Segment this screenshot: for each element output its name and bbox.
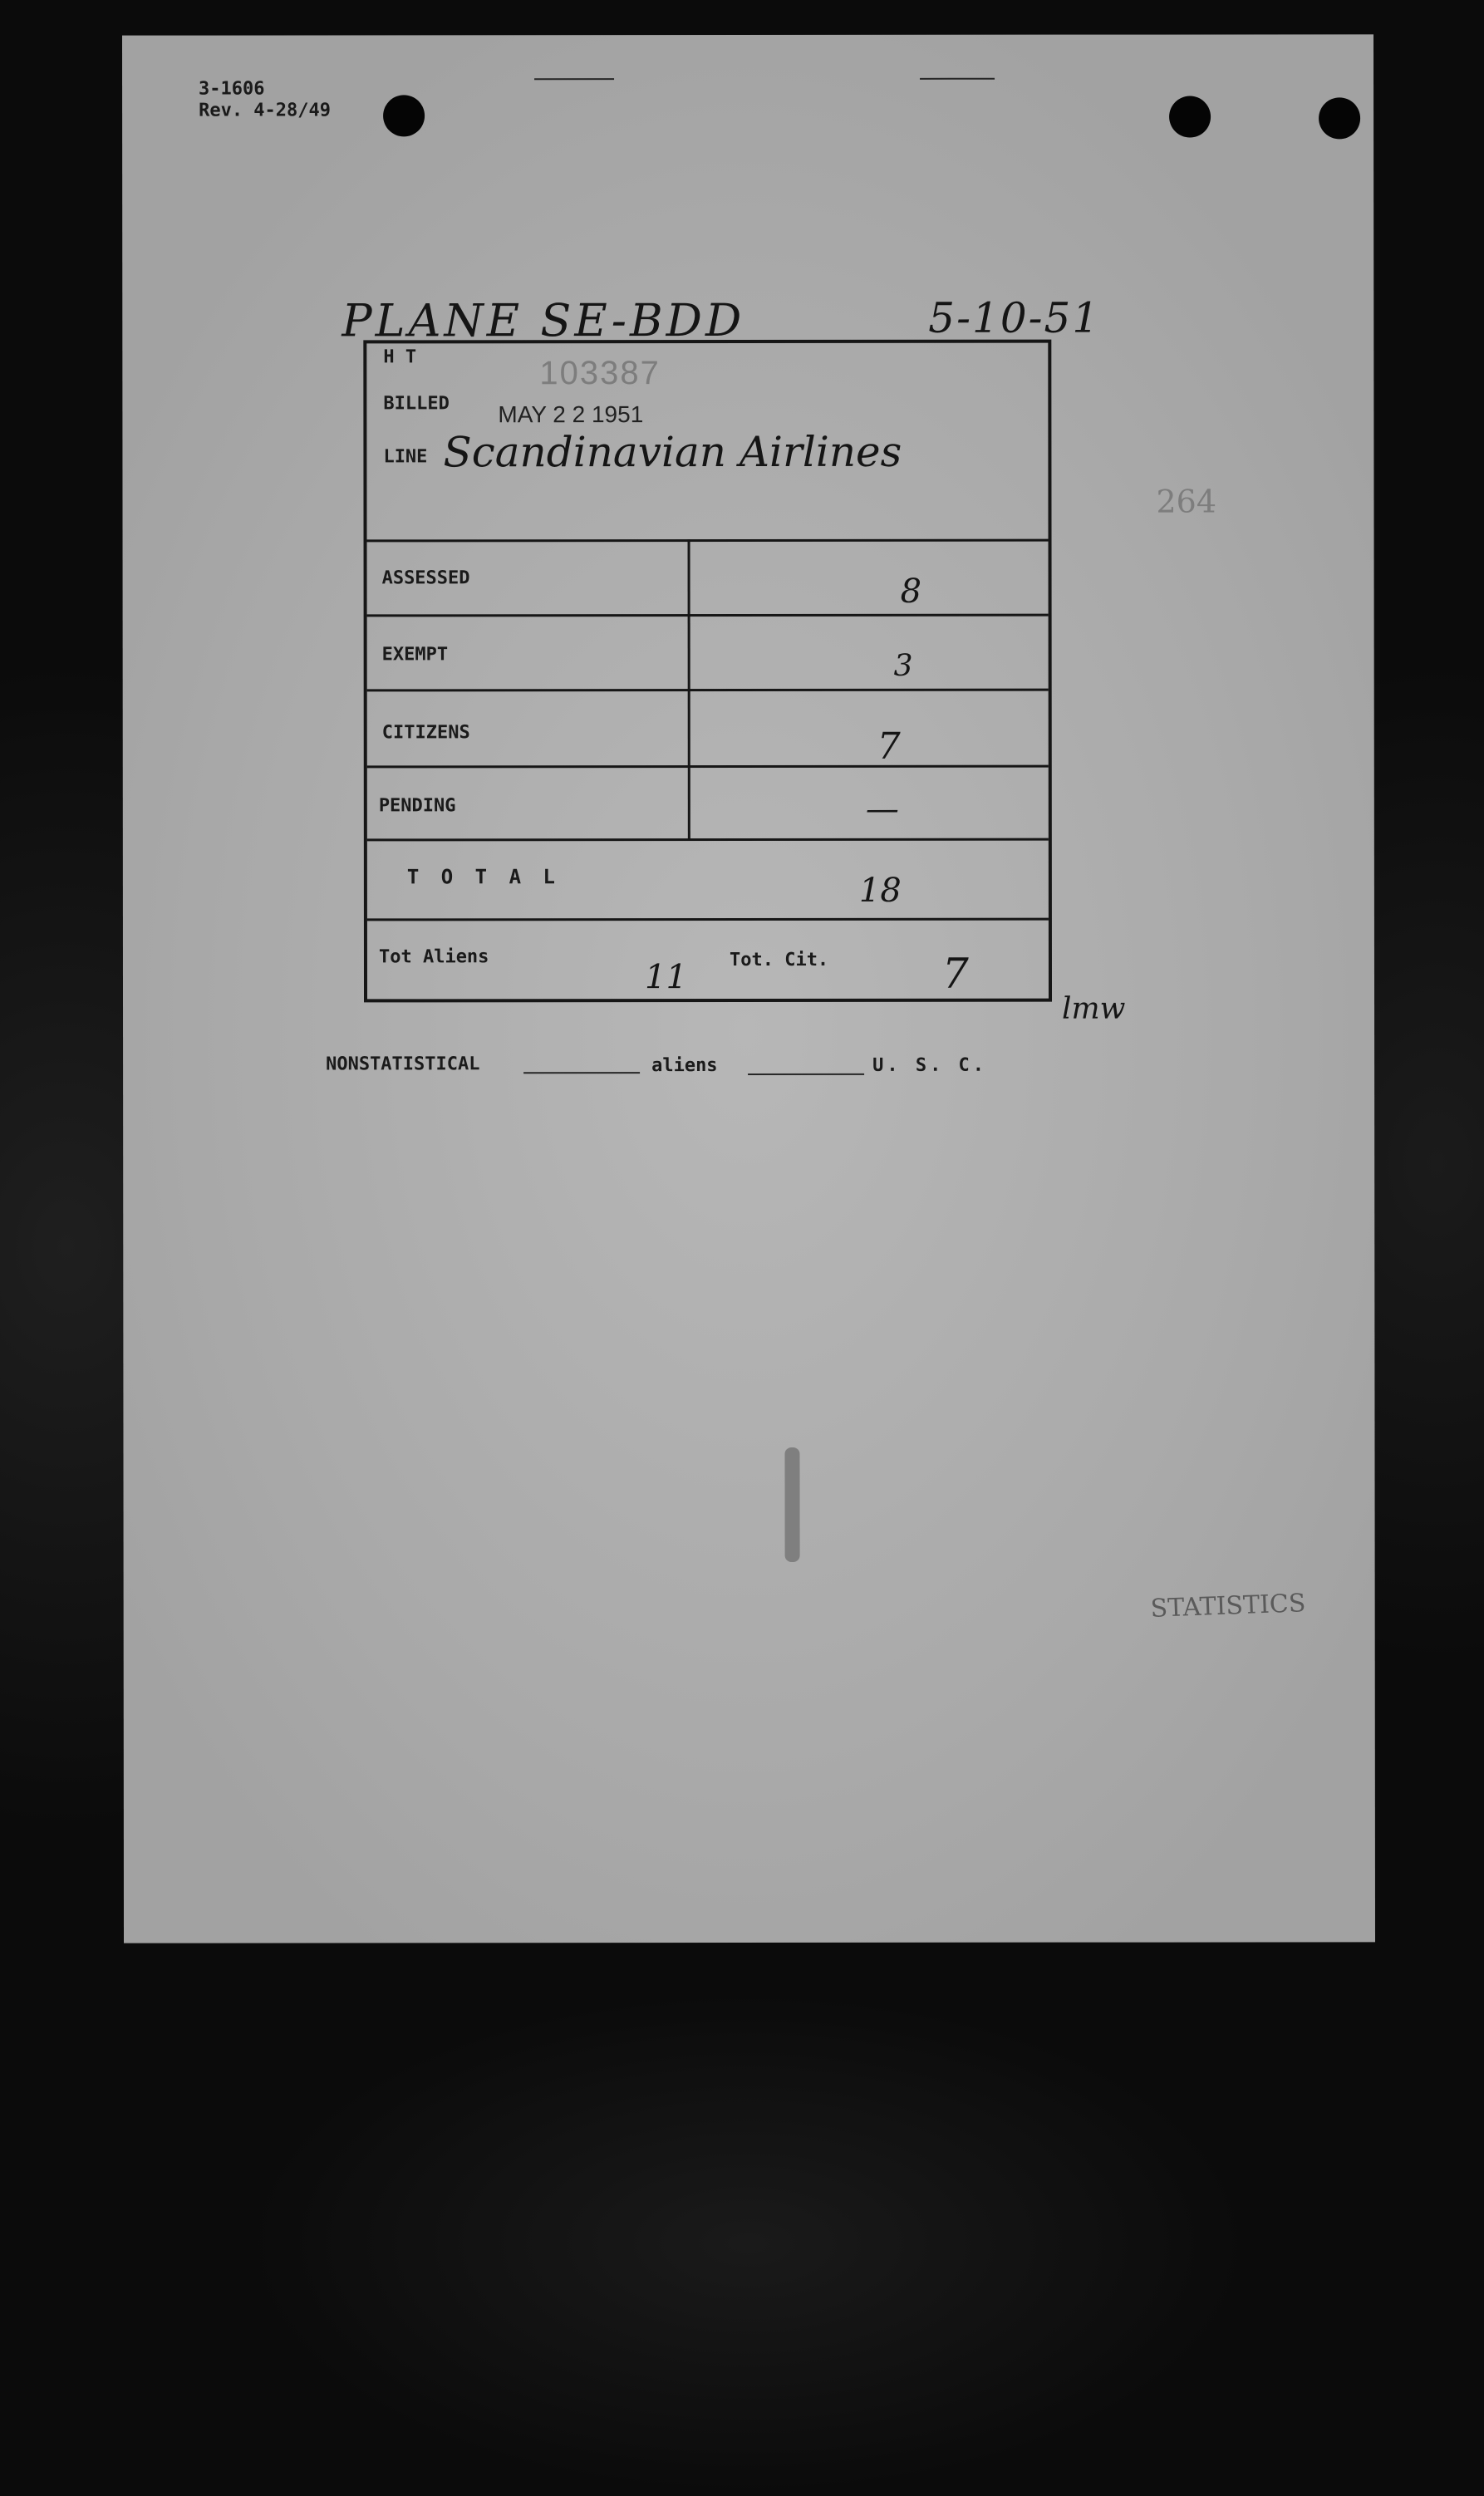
punch-hole-left: [383, 95, 425, 136]
initials-handwritten: lmw: [1062, 991, 1126, 1026]
usc-label: U. S. C.: [872, 1054, 988, 1076]
plane-handwritten: PLANE SE-BDD: [342, 294, 745, 347]
top-tick-2: [920, 78, 995, 80]
rule-row-3: [367, 765, 1049, 769]
ink-smudge: [784, 1447, 799, 1562]
row-label-assessed: ASSESSED: [381, 567, 470, 589]
row-value-assessed: 8: [900, 572, 922, 611]
nonstatistical-label: NONSTATISTICAL: [326, 1054, 480, 1075]
airline-handwritten: Scandinavian Airlines: [443, 427, 902, 477]
rule-row-2: [367, 689, 1049, 692]
form-revision: Rev. 4-28/49: [199, 100, 332, 121]
total-label: T O T A L: [406, 865, 560, 889]
tot-aliens-label: Tot Aliens: [378, 946, 489, 968]
row-label-exempt: EXEMPT: [381, 644, 449, 666]
form-box: [363, 340, 1052, 1003]
page-number-stamp: 264: [1156, 483, 1217, 520]
label-billed: BILLED: [383, 393, 450, 415]
row-value-exempt: 3: [893, 648, 913, 683]
row-label-pending: PENDING: [378, 795, 456, 817]
billed-date-stamp: MAY 2 2 1951: [498, 401, 644, 428]
serial-number-stamp: 103387: [539, 355, 661, 392]
aliens-blank: [748, 1074, 864, 1075]
tot-aliens-value: 11: [644, 958, 687, 997]
tot-cit-label: Tot. Cit.: [729, 949, 829, 971]
date-handwritten: 5-10-51: [928, 293, 1101, 342]
form-number: 3-1606: [199, 78, 265, 100]
rule-top-table: [367, 539, 1049, 543]
rule-row-1: [367, 614, 1049, 617]
total-value: 18: [858, 871, 902, 910]
document-page: [122, 34, 1375, 1943]
aliens-label: aliens: [651, 1055, 718, 1077]
row-label-citizens: CITIZENS: [381, 722, 470, 744]
row-value-citizens: 7: [877, 725, 901, 768]
punch-hole-right-1: [1169, 96, 1211, 138]
tot-cit-value: 7: [941, 949, 969, 998]
nonstatistical-blank: [523, 1072, 640, 1074]
label-line: LINE: [383, 446, 428, 468]
rule-row-4: [367, 838, 1049, 842]
row-value-pending: —: [865, 789, 899, 828]
rule-column-divider: [688, 539, 690, 840]
top-tick-1: [534, 78, 614, 80]
punch-hole-right-2: [1319, 97, 1360, 139]
label-ht: H T: [383, 346, 417, 368]
rule-row-5: [367, 918, 1049, 921]
statistics-stamp: STATISTICS: [1150, 1589, 1306, 1624]
